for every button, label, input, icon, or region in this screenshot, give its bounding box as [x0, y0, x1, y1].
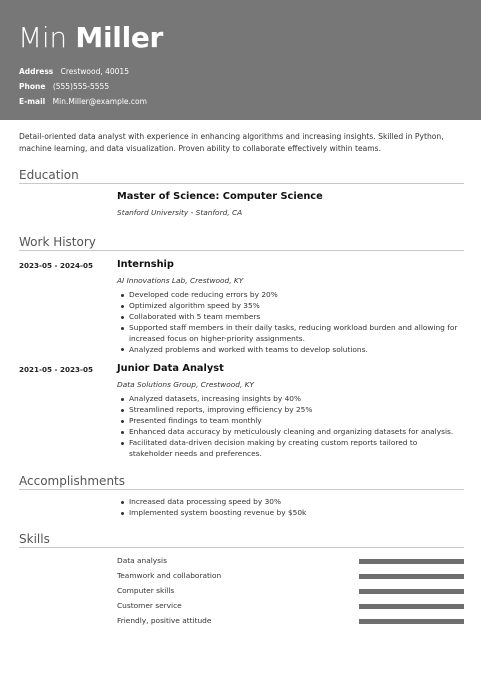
- section-divider: [19, 547, 464, 548]
- list-item: Analyzed datasets, increasing insights by 40%: [117, 394, 462, 405]
- list-item: Analyzed problems and worked with teams to develop solutions.: [117, 345, 462, 356]
- resume-header: [0, 0, 481, 120]
- professional-summary: Detail-oriented data analyst with experience in enhancing algorithms and increasing insights. Skilled in Python, machine learning, and data visualization. Proven ability to collaborate effectively within teams.: [19, 132, 444, 153]
- skill-level-fill: [359, 589, 464, 594]
- list-item: Optimized algorithm speed by 35%: [117, 301, 462, 312]
- list-item: Developed code reducing errors by 20%: [117, 290, 462, 301]
- list-item: Streamlined reports, improving efficiency by 25%: [117, 405, 462, 416]
- list-item: Collaborated with 5 team members: [117, 312, 462, 323]
- address-label: Address: [19, 67, 54, 76]
- skill-level-bar: [359, 619, 464, 624]
- address-value: Crestwood, 40015: [60, 67, 129, 76]
- email-value[interactable]: Min.Miller@example.com: [52, 97, 147, 106]
- skill-level-fill: [359, 604, 464, 609]
- education-degree: Master of Science: Computer Science: [117, 191, 323, 202]
- skill-name: Computer skills: [117, 586, 175, 595]
- skill-name: Friendly, positive attitude: [117, 616, 212, 625]
- section-title-education: Education: [19, 168, 79, 182]
- skill-name: Teamwork and collaboration: [117, 571, 222, 580]
- email-label: E-mail: [19, 97, 46, 106]
- section-title-work-history: Work History: [19, 235, 96, 249]
- phone-label: Phone: [19, 82, 46, 91]
- section-title-accomplishments: Accomplishments: [19, 474, 126, 488]
- section-divider: [19, 489, 464, 490]
- education-school: Stanford University - Stanford, CA: [117, 208, 243, 217]
- job-title: Junior Data Analyst: [117, 363, 224, 374]
- job-company: Data Solutions Group, Crestwood, KY: [117, 380, 254, 389]
- first-name: Min: [18, 21, 67, 54]
- list-item: Enhanced data accuracy by meticulously cleaning and organizing datasets for analysis.: [117, 427, 462, 438]
- skill-level-fill: [359, 559, 464, 564]
- list-item: Increased data processing speed by 30%: [117, 497, 462, 508]
- skill-name: Data analysis: [117, 556, 167, 565]
- section-divider: [19, 183, 464, 184]
- section-title-skills: Skills: [19, 532, 50, 546]
- job-dates: 2023-05 - 2024-05: [19, 261, 93, 270]
- list-item: Facilitated data-driven decision making by creating custom reports tailored to stakeholder needs and preferences.: [117, 438, 462, 459]
- list-item: Presented findings to team monthly: [117, 416, 462, 427]
- section-divider: [19, 250, 464, 251]
- job-dates: 2021-05 - 2023-05: [19, 365, 93, 374]
- skill-level-fill: [359, 619, 464, 624]
- skill-level-fill: [359, 574, 464, 579]
- skill-level-bar: [359, 604, 464, 609]
- job-bullet-list: [117, 394, 462, 460]
- skill-level-bar: [359, 559, 464, 564]
- skill-level-bar: [359, 589, 464, 594]
- last-name: Miller: [75, 21, 164, 54]
- phone-value: (555)555-5555: [52, 82, 110, 91]
- accomplishments-list: [117, 497, 462, 519]
- candidate-name: [18, 20, 163, 56]
- contact-email: [19, 96, 147, 107]
- list-item: Supported staff members in their daily tasks, reducing workload burden and allowing for increased focus on higher-priority assignments.: [117, 323, 462, 344]
- contact-phone: [19, 81, 109, 92]
- skill-level-bar: [359, 574, 464, 579]
- list-item: Implemented system boosting revenue by $50k: [117, 508, 462, 519]
- skill-name: Customer service: [117, 601, 182, 610]
- contact-address: [19, 66, 129, 77]
- job-bullet-list: [117, 290, 462, 356]
- job-title: Internship: [117, 259, 174, 270]
- job-company: AI Innovations Lab, Crestwood, KY: [117, 276, 244, 285]
